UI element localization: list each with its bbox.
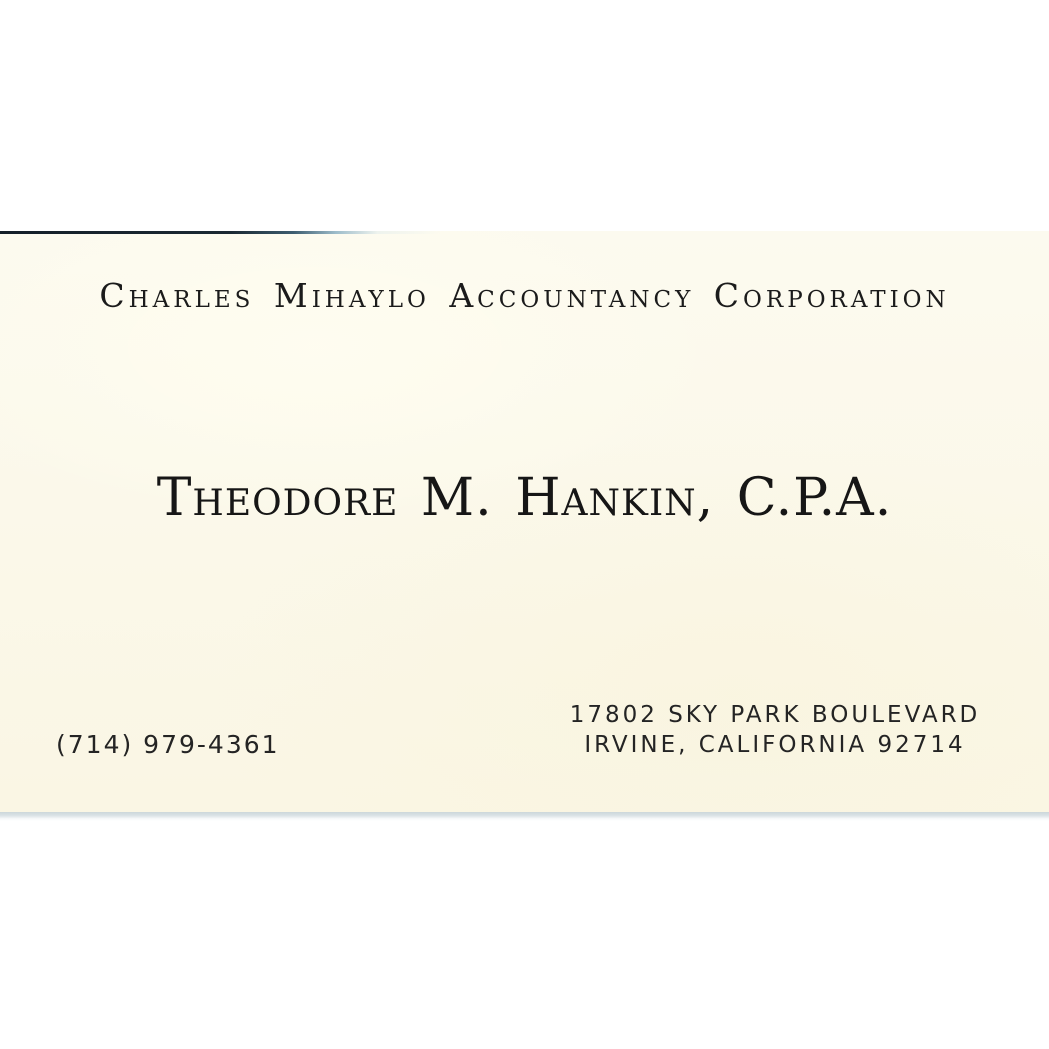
card-top-edge-shadow (0, 231, 1049, 234)
address-block (560, 700, 990, 760)
address-line-2: IRVINE, CALIFORNIA 92714 (584, 732, 966, 758)
card-bottom-shadow (0, 812, 1049, 821)
phone-number: (714) 979-4361 (56, 730, 280, 759)
person-name: Theodore M. Hankin, C.P.A. (156, 468, 893, 528)
business-card (0, 231, 1049, 812)
address-line-1: 17802 SKY PARK BOULEVARD (569, 702, 981, 728)
company-name: Charles Mihaylo Accountancy Corporation (99, 276, 950, 315)
